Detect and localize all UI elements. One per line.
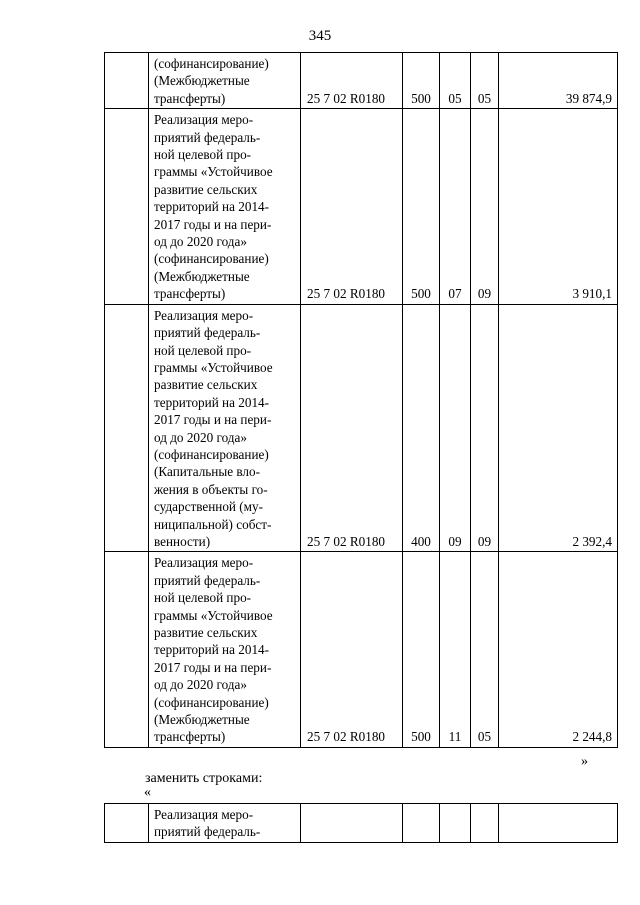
amount-cell: 2 244,8 [499,552,618,747]
description-line: сударственной (му- [154,499,264,515]
blank-cell [105,109,149,304]
expense-type-cell: 500 [403,109,440,304]
table-row [105,304,618,552]
expense-type-cell: 400 [403,304,440,552]
subsection-cell: 09 [471,109,499,304]
target-article-code-cell [301,804,403,843]
description-line: венности) [154,533,211,549]
blank-cell [105,552,149,747]
description-line: (софинансирование) [154,446,269,462]
page-number: 345 [308,28,332,44]
expense-type-cell: 500 [403,53,440,109]
expense-type-cell [403,804,440,843]
description-line: (Межбюджетные [154,268,250,284]
description-line: территорий на 2014- [154,199,270,215]
section-cell: 09 [440,304,471,552]
description-line: развитие сельских [154,377,258,393]
replace-instruction: заменить строками: [145,771,263,786]
description-line: приятий федераль- [154,824,261,840]
description-cell [149,53,301,109]
subsection-cell: 05 [471,53,499,109]
table-row [105,53,618,109]
description-line: Реализация меро- [154,112,254,128]
description-line: (Межбюджетные [154,712,250,728]
replacement-table [104,803,618,843]
description-line: ной целевой про- [154,147,252,163]
description-line: (Межбюджетные [154,73,250,89]
description-line: жения в объекты го- [154,481,268,497]
description-line: ной целевой про- [154,590,252,606]
description-line: 2017 годы и на пери- [154,412,272,428]
target-article-code-cell: 25 7 02 R0180 [301,552,403,747]
section-cell: 11 [440,552,471,747]
description-line: приятий федераль- [154,572,261,588]
section-cell [440,804,471,843]
description-line: граммы «Устойчивое [154,164,273,180]
amount-cell: 2 392,4 [499,304,618,552]
description-cell [149,552,301,747]
amount-cell [499,804,618,843]
closing-quote: » [581,754,588,769]
blank-cell [105,53,149,109]
description-line: трансферты) [154,286,226,302]
table-row [105,552,618,747]
description-cell [149,804,301,843]
description-line: од до 2020 года» [154,429,247,445]
description-line: од до 2020 года» [154,677,247,693]
subsection-cell: 05 [471,552,499,747]
description-line: территорий на 2014- [154,642,270,658]
description-line: Реализация меро- [154,807,254,822]
description-line: од до 2020 года» [154,234,247,250]
target-article-code-cell: 25 7 02 R0180 [301,53,403,109]
amount-cell: 3 910,1 [499,109,618,304]
description-line: Реализация меро- [154,307,254,323]
table-row [105,804,618,843]
description-line: развитие сельских [154,625,258,640]
subsection-cell [471,804,499,843]
table-row [105,109,618,304]
description-line: развитие сельских [154,181,258,197]
amount-cell: 39 874,9 [499,53,618,109]
description-line: 2017 годы и на пери- [154,659,272,675]
description-line: Реализация меро- [154,555,254,571]
description-line: (софинансирование) [154,694,269,710]
description-cell [149,109,301,304]
target-article-code-cell: 25 7 02 R0180 [301,304,403,552]
description-line: (софинансирование) [154,56,269,71]
expense-type-cell: 500 [403,552,440,747]
description-line: трансферты) [154,90,226,106]
description-line: граммы «Устойчивое [154,359,273,375]
section-cell: 05 [440,53,471,109]
description-line: приятий федераль- [154,325,261,341]
budget-table [104,52,618,748]
description-line: 2017 годы и на пери- [154,216,272,232]
blank-cell [105,804,149,843]
description-line: граммы «Устойчивое [154,607,273,623]
subsection-cell: 09 [471,304,499,552]
description-line: ниципальной) собст- [154,516,272,532]
section-cell: 07 [440,109,471,304]
description-line: трансферты) [154,729,226,745]
description-line: территорий на 2014- [154,394,270,410]
description-line: приятий федераль- [154,129,261,145]
description-line: (софинансирование) [154,251,269,267]
blank-cell [105,304,149,552]
description-line: ной целевой про- [154,342,252,358]
description-line: (Капитальные вло- [154,464,260,480]
opening-quote: « [144,785,151,800]
target-article-code-cell: 25 7 02 R0180 [301,109,403,304]
description-cell [149,304,301,552]
